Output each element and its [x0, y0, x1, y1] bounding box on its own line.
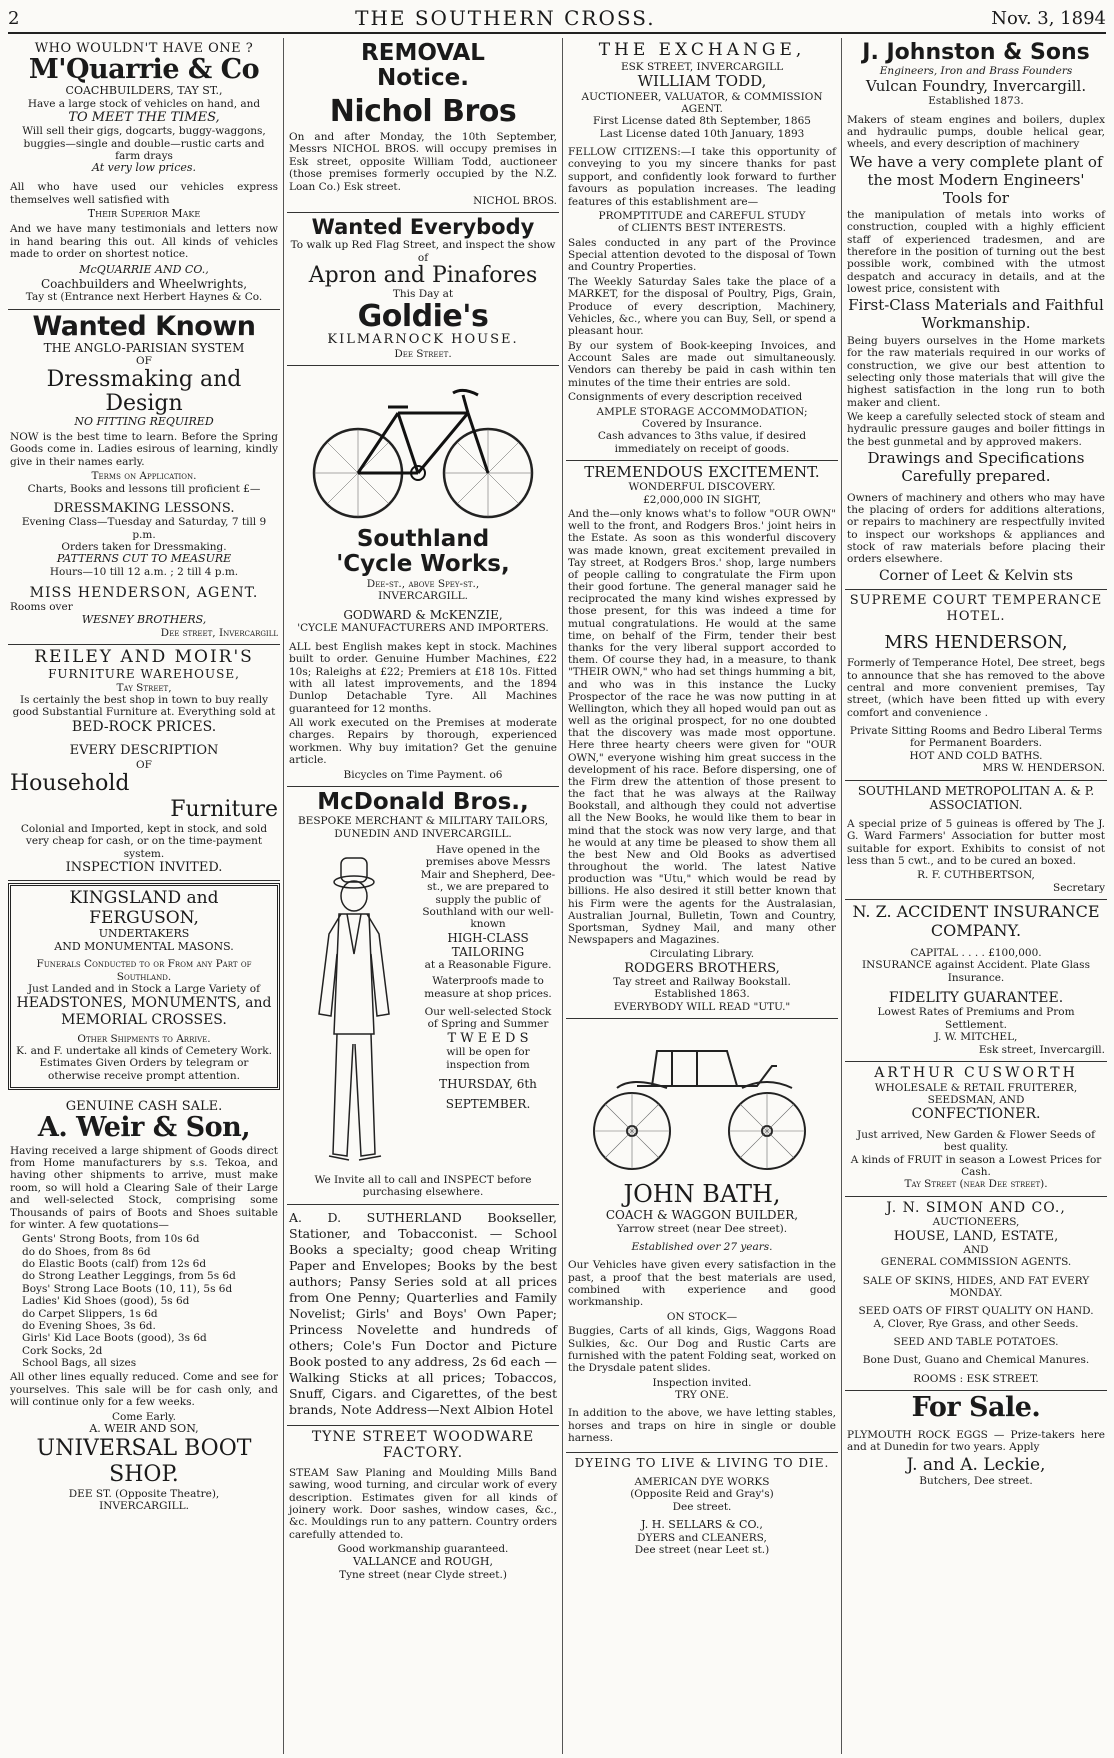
ad-subheading: AMERICAN DYE WORKS [634, 1475, 770, 1488]
ad-text: AND [963, 1243, 989, 1256]
ad-text: PLYMOUTH ROCK EGGS — Prize-takers here and at Dunedin for two years. Apply [847, 1428, 1105, 1453]
ad-kicker: GENUINE CASH SALE. [65, 1099, 223, 1114]
ad-heading: N. Z. ACCIDENT INSURANCE COMPANY. [852, 902, 1100, 940]
ad-mcdonald-bros [287, 787, 559, 1205]
column-2 [287, 38, 559, 1754]
ad-subheading: CONFECTIONER. [911, 1106, 1041, 1123]
ad-heading: J. Johnston & Sons [862, 40, 1090, 65]
ad-text: Being buyers ourselves in the Home markets for the raw materials required in our works of construction, we give our best attention to selecting only those materials that will give the highest satisfaction in the long run to both maker and client. [847, 334, 1105, 409]
ad-heading: KINGSLAND and FERGUSON, [69, 888, 219, 928]
ad-signature: A. WEIR AND SON, [89, 1421, 199, 1435]
ad-title: Furniture [170, 796, 278, 822]
ad-text: SALE OF SKINS, HIDES, AND FAT EVERY MONDAY. [862, 1274, 1090, 1299]
list-item: do do Shoes, from 8s 6d [22, 1245, 151, 1258]
ad-subheading: UNDERTAKERS [98, 927, 190, 941]
ad-text: Dee street. [672, 1500, 732, 1513]
ad-address: Dee street (near Leet st.) [634, 1544, 770, 1557]
ad-text: Waterproofs made to measure at shop prices. [424, 975, 552, 1000]
ad-subheading: KILMARNOCK HOUSE. [327, 332, 519, 348]
ad-dressmaking [8, 310, 280, 645]
ad-american-dye-works [566, 1453, 838, 1562]
ad-text: Covered by Insurance. [641, 417, 763, 430]
ad-subheading: Engineers, Iron and Brass Founders [879, 65, 1073, 78]
ad-text: All other lines equally reduced. Come and see for yourselves. This sale will be for cash only, and will continue only for a few weeks. [10, 1371, 278, 1409]
ad-heading: M'Quarrie & Co [28, 54, 260, 86]
ad-signature: NICHOL BROS. [473, 194, 557, 207]
ad-subheading: ESK STREET, INVERCARGILL [620, 60, 784, 73]
ad-address: Dee-st., above Spey-st., [366, 577, 480, 590]
ad-subheading: BESPOKE MERCHANT & MILITARY TAILORS, [297, 815, 549, 828]
page-number: 2 [8, 7, 20, 29]
ad-text: Colonial and Imported, kept in stock, and sold very cheap for cash, or on the time-payment system. [20, 822, 268, 860]
ad-text: Established over 27 years. [631, 1240, 773, 1253]
ad-text: ALL best English makes kept in stock. Machines built to order. Genuine Humber Machines, £22 10s; Raleighs at £22; Premiers at £18 10s. Fitted with all latest improvements, and the 1894 Dunlop Detachable Tyre. All Machines guaranteed for 12 months. [289, 640, 557, 715]
ad-text: Their Superior Make [87, 207, 201, 221]
ad-text: A special prize of 5 guineas is offered by The J. G. Ward Farmers' Association for butter most suitable for export. Exhibits to consist of not less than 5 cwt., and to be cured an boxed. [847, 817, 1105, 867]
ad-text: NOW is the best time to learn. Before the Spring Goods come in. Ladies esirous of learning, kindly give in their names early. [10, 431, 278, 468]
ad-text: STEAM Saw Planing and Moulding Mills Band sawing, wood turning, and circular work of every description. Estimates given for all kinds of joinery work. Door sashes, window cases, &c., &c. Mouldings run to any pattern. Country orders carefully attended to. [289, 1466, 557, 1541]
ad-kicker: WHO WOULDN'T HAVE ONE ? [34, 41, 254, 56]
ad-text: K. and F. undertake all kinds of Cemetery Work. Estimates Given Orders by telegram or otherwise receive prompt attention. [16, 1044, 272, 1082]
ad-address: Tay Street (near Dee street). [904, 1178, 1048, 1191]
ad-text: ON STOCK— [666, 1310, 738, 1323]
ad-text: Bicycles on Time Payment. o6 [343, 768, 503, 781]
ad-text: Will sell their gigs, dogcarts, buggy-waggons, buggies—single and double—rustic carts and farm drays [22, 125, 266, 163]
ad-heading: TREMENDOUS EXCITEMENT. [584, 463, 820, 482]
ad-subheading: DUNEDIN AND INVERCARGILL. [334, 827, 512, 840]
ad-weir-son [8, 1096, 280, 1518]
ad-text: DYERS and CLEANERS, [637, 1531, 767, 1544]
ad-simon-co [845, 1197, 1107, 1392]
list-item: Boys' Strong Lace Boots (10, 11), 5s 6d [22, 1282, 233, 1295]
ad-text: (Opposite Reid and Gray's) [630, 1488, 774, 1501]
ad-heading: JOHN BATH, [623, 1180, 781, 1209]
ad-text: All who have used our vehicles express themselves well satisfied with [10, 181, 278, 206]
ad-subheading: HOUSE, LAND, ESTATE, [893, 1228, 1059, 1244]
ad-text: Orders taken for Dressmaking. [61, 540, 227, 553]
ad-text: Charts, Books and lessons till proficient £— [27, 482, 261, 495]
ad-text: Tay Street, [116, 681, 172, 694]
ad-text: Our Vehicles have given every satisfaction in the past, a proof that the best materials are used, combined with experience and good workmanship. [568, 1259, 836, 1309]
ad-arthur-cusworth [845, 1062, 1107, 1197]
ad-text: This Day at [392, 288, 454, 301]
bicycle-illustration [308, 373, 538, 523]
ad-text: EVERY DESCRIPTION [69, 743, 219, 759]
ad-text: Just arrived, New Garden & Flower Seeds of best quality. [856, 1128, 1096, 1154]
ad-title: WILLIAM TODD, [637, 71, 767, 90]
ad-text: Consignments of every description received [568, 391, 803, 404]
ad-heading: ARTHUR CUSWORTH [874, 1064, 1078, 1081]
ad-text: Funerals Conducted to or From any Part of Southland. [36, 958, 252, 983]
ad-text: Formerly of Temperance Hotel, Dee street, begs to announce that she has removed to the above central and more convenient premises, Tay street, (which have been fitted up with every comfort and convenience . [847, 657, 1105, 719]
ad-signature: VALLANCE and ROUGH, [353, 1554, 493, 1568]
issue-date: Nov. 3, 1894 [991, 7, 1106, 29]
ad-text: Makers of steam engines and boilers, duplex and hydraulic pumps, double helical gear, wheels, and every description of machinery [847, 113, 1105, 151]
ad-text: By our system of Book-keeping Invoices, and Account Sales are made out simultaneously. Vendors can thereby be paid in cash within ten minutes of the time their entries are sold. [568, 339, 836, 389]
ad-heading: Wanted Known [32, 310, 256, 342]
ad-signature: R. F. CUTHBERTSON, [917, 869, 1035, 882]
ad-subheading: GENERAL COMMISSION AGENTS. [880, 1256, 1072, 1269]
ad-heading: For Sale. [911, 1392, 1041, 1424]
ad-text: Come Early. [111, 1410, 177, 1423]
ad-text: at a Reasonable Figure. [424, 958, 552, 971]
ad-text: OF [136, 758, 152, 771]
ad-cycle-works [287, 366, 559, 787]
ad-text: WESNEY BROTHERS, [81, 612, 207, 626]
list-item: do Strong Leather Leggings, from 5s 6d [22, 1270, 236, 1283]
ad-title: Dressmaking and Design [46, 366, 242, 416]
ad-text: OF [136, 355, 152, 368]
ad-signature: McQUARRIE AND CO., [79, 263, 209, 277]
ad-text: First-Class Materials and Faithful Workmanship. [848, 296, 1104, 333]
ad-text: SEED OATS OF FIRST QUALITY ON HAND. [858, 1305, 1094, 1318]
ad-address: Esk street, Invercargill. [978, 1043, 1105, 1056]
ad-address: Corner of Leet & Kelvin sts [879, 567, 1073, 584]
ad-subheading: GODWARD & McKENZIE, [343, 608, 503, 623]
column-3 [566, 38, 838, 1754]
list-item: Ladies' Kid Shoes (good), 5s 6d [22, 1295, 190, 1308]
ad-text: Rooms over [10, 601, 73, 614]
ad-john-bath [566, 1019, 838, 1452]
column-4 [845, 38, 1107, 1754]
ad-text: Butchers, Dee street. [919, 1475, 1033, 1488]
ad-text: will be open for inspection from [446, 1046, 530, 1071]
ad-text: SEED AND TABLE POTATOES. [893, 1336, 1059, 1349]
ad-text: Last License dated 10th January, 1893 [599, 127, 805, 140]
ad-heading: J. N. SIMON AND CO., [886, 1199, 1066, 1216]
ad-text: Owners of machinery and others who may have the placing of orders for additions alterations, or repairs to machinery are respectfully invited to inspect our workshops & appliances and stock of raw materials before placing their orders elsewhere. [847, 491, 1105, 566]
ad-text: Terms on Application. [91, 470, 197, 483]
ad-subheading: Vulcan Foundry, Invercargill. [865, 76, 1087, 95]
ad-text: Drawings and Specifications Carefully prepared. [867, 449, 1085, 485]
ad-text: Have a large stock of vehicles on hand, and [27, 97, 261, 110]
ad-address: Tay street and Railway Bookstall. [613, 976, 791, 988]
ad-text: Hours—10 till 12 a.m. ; 2 till 4 p.m. [49, 566, 239, 579]
ad-address: INVERCARGILL. [99, 1500, 189, 1513]
ad-heading: TYNE STREET WOODWARE FACTORY. [311, 1428, 535, 1461]
ad-title: Apron and Pinafores [308, 263, 538, 289]
ad-text: Secretary [1053, 881, 1105, 894]
ad-text: Buggies, Carts of all kinds, Gigs, Waggons Road Sulkies, &c. Our Dog and Rustic Carts are furnished with the patent Folding seat, worked on the Drysdale patent slides. [568, 1325, 836, 1375]
tailored-gentleman-illustration [289, 844, 419, 1174]
ad-signature: J. H. SELLARS & CO., [641, 1517, 763, 1531]
ad-text: Other Shipments to Arrive. [77, 1032, 211, 1045]
list-item: Girls' Kid Lace Boots (good), 3s 6d [22, 1332, 207, 1345]
ad-text: Evening Class—Tuesday and Saturday, 7 till 9 p.m. [21, 516, 267, 541]
ad-signature: RODGERS BROTHERS, [624, 960, 780, 976]
ad-subheading: THE ANGLO-PARISIAN SYSTEM [43, 341, 245, 356]
ad-text: And we have many testimonials and letters now in hand bearing this out. All kinds of vehicles made to order on shortest notice. [10, 223, 278, 260]
ad-text: Is certainly the best shop in town to buy really good Substantial Furniture at. Everything sold at [12, 693, 276, 719]
ad-text: HEADSTONES, MONUMENTS, and MEMORIAL CROSSES. [16, 995, 272, 1028]
ad-the-exchange [566, 38, 838, 461]
ad-address: DEE ST. (Opposite Theatre), [68, 1487, 220, 1500]
ad-title: Household [10, 770, 130, 796]
ad-text: A, Clover, Rye Grass, and other Seeds. [873, 1317, 1079, 1330]
ad-address: Tyne street (near Clyde street.) [339, 1568, 507, 1581]
ad-sutherland [287, 1205, 559, 1426]
ad-address: INVERCARGILL. [378, 589, 468, 602]
ad-tyne-woodware [287, 1426, 559, 1586]
ad-text: The Weekly Saturday Sales take the place of a MARKET, for the disposal of Poultry, Pigs, Grain, Produce of every description, Machinery, Vehicles, &c., where you can Buy, Sell, or spend a pleasant hour. [568, 275, 836, 338]
ad-text: AMPLE STORAGE ACCOMMODATION; [596, 405, 808, 418]
ad-nz-accident-insurance [845, 900, 1107, 1062]
list-item: Cork Socks, 2d [22, 1344, 103, 1357]
ad-subheading: 'CYCLE MANUFACTURERS AND IMPORTERS. [297, 622, 549, 635]
list-item: do Elastic Boots (calf) from 12s 6d [22, 1258, 207, 1271]
ad-text: A. D. SUTHERLAND Bookseller, Stationer, and Tobacconist. — School Books a specialty; good cheap Writing Paper and Envelopes; Books by the best authors; Pansy Series sold at all prices from One Penny; Quarterlies and Family Novelist; Girls' and Boys' Own Paper; Princess Novelette and hundreds of others; Cole's Fun Doctor and Picture Book posted to any address, 2s 6d each —Walking Sticks at all prices; Tobaccos, Snuff, Cigars. and Cigarettes, of the best brands, Note Address—Next Albion Hotel [289, 1209, 557, 1417]
ad-heading: DYEING TO LIVE & LIVING TO DIE. [574, 1455, 830, 1470]
ad-address: Tay st (Entrance next Herbert Haynes & Co. [25, 291, 263, 304]
ad-subheading: AND MONUMENTAL MASONS. [54, 940, 234, 954]
ad-text: Have opened in the premises above Messrs Mair and Shepherd, Dee-st., we are prepared to supply the public of Southland with our well-known [420, 844, 556, 931]
ad-johnston-sons [845, 38, 1107, 590]
ad-text: Established 1873. [928, 95, 1024, 108]
ad-text: SEPTEMBER. [445, 1097, 531, 1112]
carriage-illustration [577, 1026, 827, 1176]
ad-signature: J. W. MITCHEL, [934, 1031, 1018, 1044]
ad-text: We have a very complete plant of the most Modern Engineers' Tools for [849, 152, 1103, 207]
ad-signature: J. and A. Leckie, [906, 1455, 1046, 1476]
ad-heading: SUPREME COURT TEMPERANCE HOTEL. [849, 593, 1103, 624]
list-item: do Carpet Slippers, 1s 6d [22, 1307, 158, 1320]
ad-rodgers-brothers [566, 461, 838, 1019]
ad-text: On and after Monday, the 10th September, Messrs NICHOL BROS. will occupy premises in Esk street, opposite William Todd, auctioneer (those premises formerly occupied by the N.Z. Loan Co.) Esk street. [289, 131, 557, 193]
ad-text: INSPECTION INVITED. [65, 859, 223, 875]
ad-text: T W E E D S [447, 1030, 529, 1046]
ad-title: Goldie's [357, 298, 489, 334]
ad-text: Bone Dust, Guano and Chemical Manures. [862, 1354, 1090, 1367]
ad-address: Dee street, Invercargill [160, 626, 278, 639]
ad-text: At very low prices. [91, 161, 197, 175]
ad-southland-metropolitan [845, 781, 1107, 901]
ad-slogan: TO MEET THE TIMES, [68, 110, 220, 126]
ad-text: NO FITTING REQUIRED [74, 415, 214, 429]
ad-subheading: £2,000,000 IN SIGHT, [643, 493, 761, 506]
column-1 [8, 38, 280, 1754]
ad-nichol-removal [287, 38, 559, 213]
ad-text: PROMPTITUDE and CAREFUL STUDY [598, 209, 806, 222]
ad-text: HOT AND COLD BATHS. [909, 749, 1043, 762]
ad-text: We Invite all to call and INSPECT before purchasing elsewhere. [314, 1174, 532, 1199]
price-list [10, 1233, 278, 1369]
ad-subheading: WHOLESALE & RETAIL FRUITERER, [874, 1081, 1078, 1094]
ad-text: Inspection invited. [652, 1376, 752, 1389]
ad-text: Just Landed and in Stock a Large Variety of [27, 983, 261, 996]
ad-goldies [287, 213, 559, 366]
ad-subheading: COACH & WAGGON BUILDER, [605, 1208, 799, 1223]
ad-heading: Wanted Everybody [311, 215, 535, 240]
ad-for-sale [845, 1391, 1107, 1493]
ad-text: To walk up Red Flag Street, and inspect the show of [290, 239, 556, 264]
ad-text: Good workmanship guaranteed. [337, 1543, 509, 1556]
ad-heading: A. Weir & Son, [37, 1112, 251, 1144]
ad-text: All work executed on the Premises at moderate charges. Repairs by thorough, experienced workmen. Why buy imitation? Get the genuine article. [289, 717, 557, 767]
list-item: Gents' Strong Boots, from 10s 6d [22, 1233, 200, 1246]
ad-text: INSURANCE against Accident. Plate Glass Insurance. [862, 959, 1090, 984]
ad-heading: REILEY AND MOIR'S [34, 646, 254, 667]
ad-text: of CLIENTS BEST INTERESTS. [618, 222, 786, 235]
ad-subheading: FIDELITY GUARANTEE. [888, 989, 1064, 1006]
ad-temperance-hotel [845, 590, 1107, 780]
ad-heading: THE EXCHANGE, [598, 40, 806, 60]
ad-text: Our well-selected Stock of Spring and Summer [424, 1006, 552, 1031]
ad-text: TRY ONE. [675, 1389, 729, 1402]
ad-text: HIGH-CLASS TAILORING [447, 930, 529, 959]
ad-signature: MRS W. HENDERSON. [982, 762, 1105, 775]
ad-text: Cash advances to 3ths value, if desired immediately on receipt of goods. [597, 430, 807, 455]
ad-text: Established 1863. [654, 988, 750, 1001]
ad-text: First License dated 8th September, 1865 [593, 115, 811, 128]
ad-text: Sales conducted in any part of the Province Special attention devoted to the disposal of Town and Country Properties. [568, 236, 836, 274]
ad-subheading: FURNITURE WAREHOUSE, [48, 667, 240, 682]
ad-text: Private Sitting Rooms and Bedro Liberal Terms for Permanent Boarders. [849, 725, 1103, 750]
ad-text: We keep a carefully selected stock of steam and hydraulic pressure gauges and boiler fittings in the best gunmetal and by approved makers. [847, 411, 1105, 448]
column-rule [562, 38, 563, 1754]
ad-text: Having received a large shipment of Goods direct from Home manufacturers by s.s. Tekoa, and having other shipments to arrive, must make room, so will hold a Clearing Sale of their Large and well-selected Stock, comprising some Thousands of pairs of Boots and Shoes suitable for winter. A few quotations— [10, 1144, 278, 1231]
ad-mcquarrie [8, 38, 280, 310]
ad-heading: SOUTHLAND METROPOLITAN A. & P. ASSOCIATION. [857, 783, 1095, 812]
ad-heading: 'Cycle Works, [336, 551, 510, 578]
ad-text: A kinds of FRUIT in season a Lowest Prices for Cash. [850, 1153, 1102, 1178]
ad-text: CAPITAL . . . . £100,000. [910, 946, 1042, 959]
ad-text: Circulating Library. [649, 948, 755, 961]
ad-title: MRS HENDERSON, [884, 631, 1068, 653]
ad-address: Yarrow street (near Dee street). [616, 1222, 788, 1235]
ad-subheading: MISS HENDERSON, AGENT. [29, 584, 259, 601]
ad-text: the manipulation of metals into works of construction, coupled with a highly efficient staff of experienced tradesmen, and are therefore in the position of turning out the best possible work, combined with the utmost despatch and accuracy in details, and at the lowest price, consistent with [847, 208, 1105, 295]
ad-subheading: SEEDSMAN, AND [927, 1093, 1025, 1106]
ad-text: In addition to the above, we have letting stables, horses and traps on hire in single or double harness. [568, 1407, 836, 1445]
ad-subheading: COACHBUILDERS, TAY ST., [65, 83, 223, 97]
ad-text: FELLOW CITIZENS:—I take this opportunity of conveying to you my sincere thanks for past support, and confidently look forward to further favours as population increases. The leading features of this establishment are— [568, 146, 836, 208]
newspaper-title: THE SOUTHERN CROSS. [355, 6, 656, 30]
ad-subheading: AUCTIONEERS, [932, 1216, 1020, 1229]
ad-subheading: AUCTIONEER, VALUATOR, & COMMISSION AGENT. [581, 90, 823, 115]
ad-heading: McDonald Bros., [317, 788, 529, 815]
ad-text: THURSDAY, 6th [439, 1076, 537, 1091]
column-rule [841, 38, 842, 1754]
ad-heading: Notice. [377, 65, 469, 92]
ad-reiley-moir [8, 645, 280, 881]
ad-title: Nichol Bros [329, 93, 517, 129]
ad-subheading: WONDERFUL DISCOVERY. [628, 481, 776, 494]
ad-subheading: DRESSMAKING LESSONS. [53, 500, 235, 516]
ad-kingsland-ferguson [8, 883, 280, 1090]
ad-text: PATTERNS CUT TO MEASURE [56, 552, 232, 566]
ad-text: Lowest Rates of Premiums and Prom Settlement. [877, 1006, 1075, 1031]
ad-text: EVERYBODY WILL READ "UTU." [613, 1000, 791, 1013]
ad-text: BED-ROCK PRICES. [71, 718, 217, 735]
ad-heading: REMOVAL [361, 40, 485, 66]
list-item: do Evening Shoes, 3s 6d. [22, 1319, 156, 1332]
list-item: School Bags, all sizes [22, 1357, 137, 1370]
ad-text: And the—only knows what's to follow "OUR OWN" well to the front, and Rodgers Bros.' joint heirs in the Estate. As soon as this wonderful discovery was made known, great excitement prevailed in Tay street, at Rodgers Bros.' shop, large numbers of people calling to congratulate the Firm upon their good fortune. The general manager said he reciprocated the many kind wishes expressed by those present, for this was indeed a time for mutual congratulations. He would at the same time, on behalf of the Firm, tender their best thanks for the very liberal support accorded to them. Of course they had, in a measure, to thank "THEIR OWN," who had set things humming a bit, and who was in this instance the Lucky Prospector of the race he was now putting in at Wellington, which they all hoped would pan out as well as the original prospect, for no one doubted that the discovery was made most opportune. Here three hearty cheers were given for "OUR OWN," everyone wishing him great success in the development of his race. Before dispersing, one of the Firm drew the attention of those present to the fact that he was always at the Railway Bookstall, and although they could not advertise all the New Books, he would like them to bear in mind that the stock was now very large, and that he would at any time be pleased to show them all the best New and Old Books as advertised throughout the world. The latest Native production was "Utu," which would be read by billions. He also desired it still better known that his Firm were the agents for the Australasian, Australian Journal, Bulletin, Town and Country, Sportsman, Sydney Mail, and many other Newspapers and Magazines. [568, 508, 836, 947]
ad-title: UNIVERSAL BOOT SHOP. [36, 1435, 252, 1487]
ad-address: Dee Street. [394, 347, 452, 360]
ad-address: ROOMS : ESK STREET. [913, 1372, 1039, 1385]
ad-heading: Southland [356, 525, 490, 552]
masthead [8, 4, 1106, 34]
ad-signature: Coachbuilders and Wheelwrights, [40, 277, 248, 292]
column-rule [283, 38, 284, 1754]
